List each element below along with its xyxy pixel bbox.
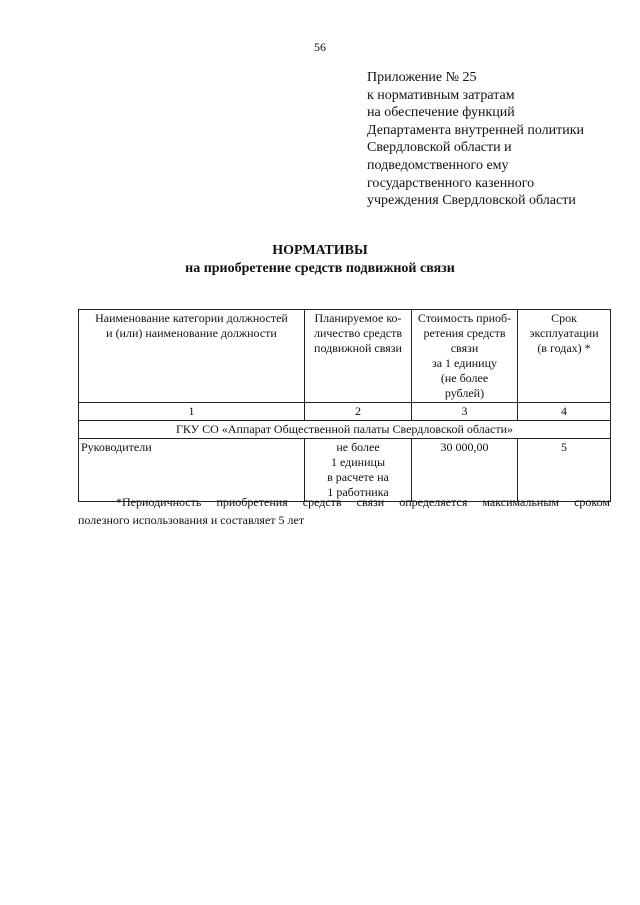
footnote-line: *Периодичность приобретения средств связи определяется максимальным сроком	[116, 495, 610, 509]
section-row	[79, 421, 611, 439]
column-number: 4	[518, 403, 611, 421]
header-quantity	[305, 310, 412, 403]
section-title: ГКУ СО «Аппарат Общественной палаты Свердловской области»	[79, 421, 611, 439]
document-title	[0, 242, 640, 278]
appendix-line: Свердловской области и	[367, 140, 512, 156]
column-number: 3	[412, 403, 518, 421]
norms-table	[78, 309, 611, 502]
header-line: рублей)	[444, 386, 485, 400]
header-line: Стоимость приоб-	[417, 311, 512, 325]
cell-cost: 30 000,00	[412, 439, 518, 502]
quantity-line: в расчете на	[327, 470, 389, 484]
appendix-line: к нормативным затратам	[367, 87, 515, 103]
header-line: Наименование категории должностей	[95, 311, 288, 325]
header-line: Планируемое ко-	[314, 311, 402, 325]
header-line: (в годах) *	[537, 341, 591, 355]
appendix-line: учреждения Свердловской области	[367, 193, 576, 209]
cell-term: 5	[518, 439, 611, 502]
appendix-line: Департамента внутренней политики	[367, 122, 585, 138]
title-sub: на приобретение средств подвижной связи	[185, 261, 455, 276]
column-number: 1	[79, 403, 305, 421]
header-line: ретения средств	[423, 326, 506, 340]
quantity-line: 1 работника	[327, 485, 389, 499]
header-line: (не более	[440, 371, 489, 385]
header-line: эксплуатации	[529, 326, 599, 340]
quantity-line: 1 единицы	[330, 455, 386, 469]
header-line: подвижной связи	[314, 341, 402, 355]
header-line: за 1 единицу	[431, 356, 498, 370]
footnote-line: полезного использования и составляет 5 лет	[78, 513, 305, 527]
footnote	[78, 493, 610, 529]
appendix-block	[367, 69, 629, 210]
header-line: связи	[450, 341, 479, 355]
column-number-row	[79, 403, 611, 421]
table-header-row	[79, 310, 611, 403]
quantity-line: не более	[336, 440, 380, 454]
appendix-line: на обеспечение функций	[367, 105, 515, 121]
header-line: и (или) наименование должности	[106, 326, 277, 340]
header-line: Срок	[551, 311, 577, 325]
header-cost	[412, 310, 518, 403]
column-number: 2	[305, 403, 412, 421]
appendix-line: Приложение № 25	[367, 70, 477, 85]
header-line: личество средств	[313, 326, 403, 340]
cell-position: Руководители	[79, 439, 305, 502]
title-main: НОРМАТИВЫ	[272, 243, 368, 258]
appendix-line: государственного казенного	[367, 175, 535, 191]
appendix-line: подведомственного ему	[367, 157, 509, 173]
page-number: 56	[314, 40, 326, 54]
header-term	[518, 310, 611, 403]
header-position	[79, 310, 305, 403]
